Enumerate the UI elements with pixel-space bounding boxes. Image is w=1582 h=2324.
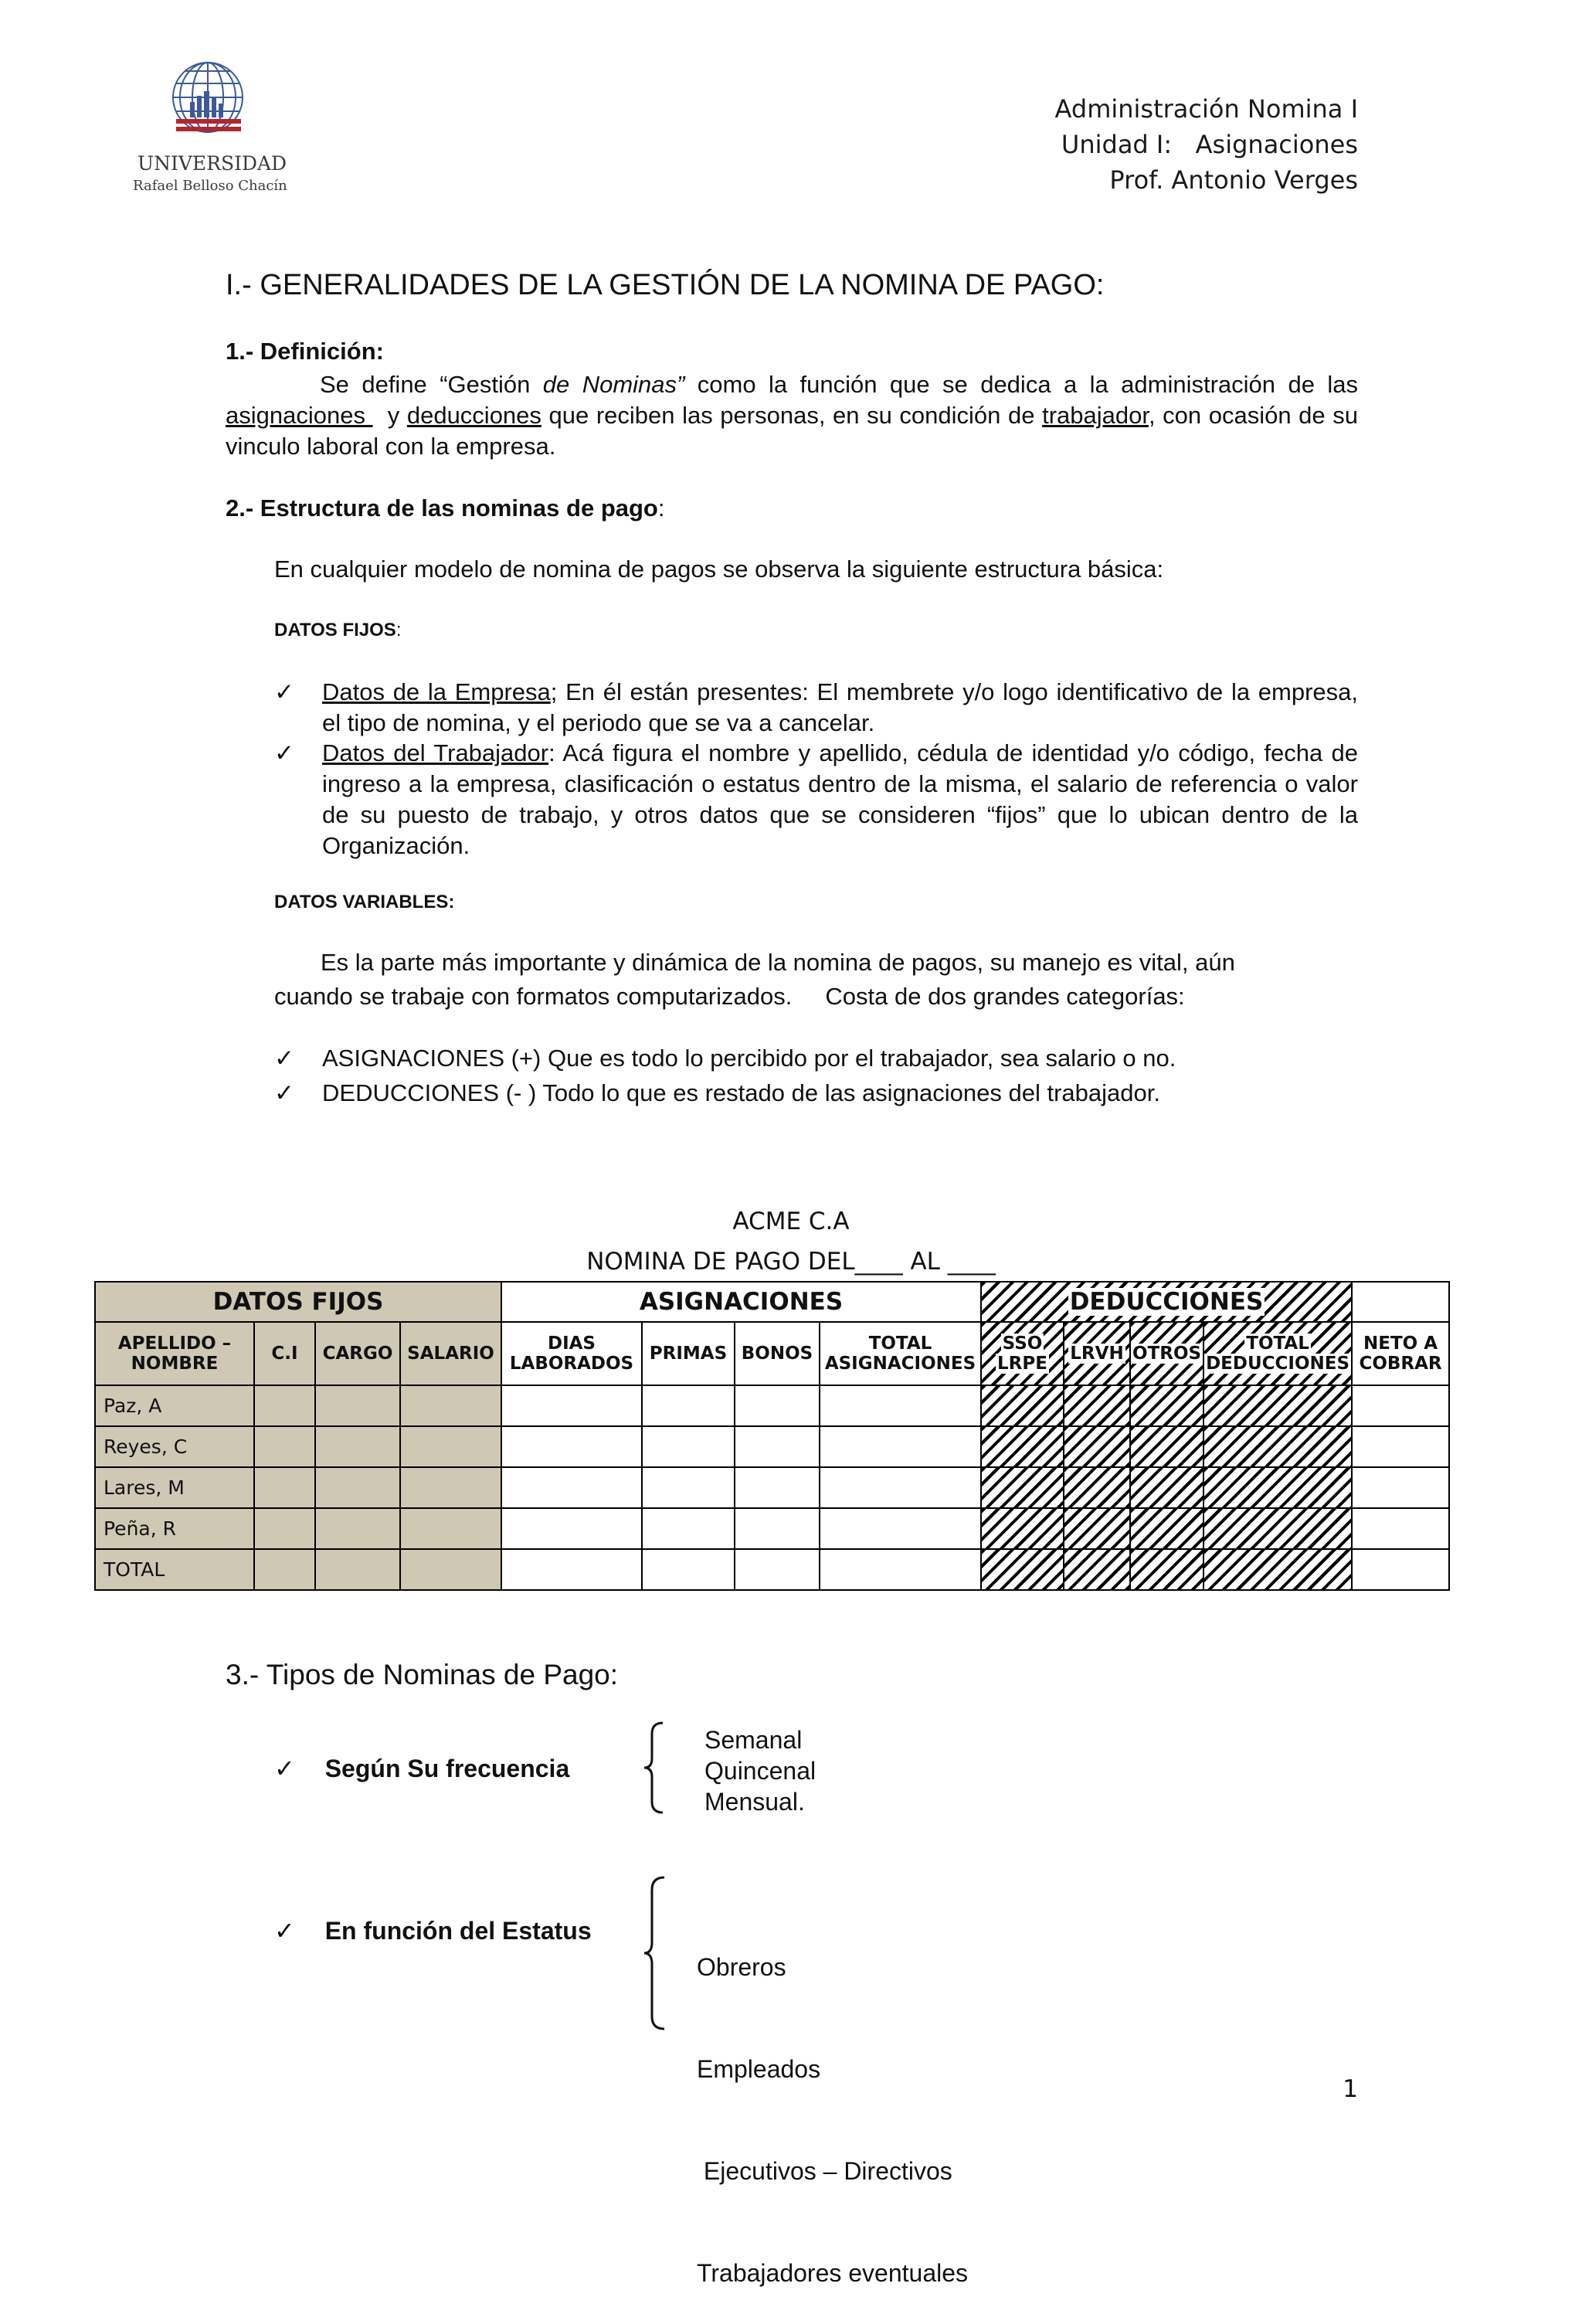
variables-paragraph-1: Es la parte más importante y dinámica de la nomina de pagos, su manejo es vital, aún [321, 949, 1235, 976]
table-row [95, 1467, 1449, 1508]
col-cobrar: COBRAR [1359, 1354, 1442, 1374]
def-asignaciones: asignaciones [226, 402, 373, 429]
row-name: Reyes, C [95, 1426, 254, 1467]
definicion-heading: 1.- Definición: [226, 338, 384, 365]
fijos-item-empresa [274, 677, 1358, 739]
def-deducciones: deducciones [406, 402, 541, 429]
definicion-paragraph [226, 369, 1358, 462]
logo-university-text: UNIVERSIDAD [137, 152, 287, 175]
group-deducciones [981, 1282, 1352, 1322]
row-name: Paz, A [95, 1385, 254, 1426]
estructura-colon: : [657, 494, 665, 522]
estructura-intro: En cualquier modelo de nomina de pagos se observa la siguiente estructura básica: [274, 556, 1164, 583]
def-text-5: , con ocasión de su vinculo laboral con la empresa. [226, 402, 1358, 460]
col-ci: C.I [254, 1322, 315, 1385]
def-text-1: Se define “Gestión [320, 371, 543, 398]
col-lrvh-label: LRVH [1070, 1344, 1124, 1364]
document-header [1055, 91, 1358, 198]
col-asignaciones: ASIGNACIONES [824, 1354, 976, 1374]
table-row-total [95, 1549, 1449, 1590]
page-number: 1 [1343, 2075, 1358, 2103]
def-text-3: y [372, 402, 407, 429]
col-sso-lrpe [981, 1322, 1064, 1385]
frecuencia-list [704, 1724, 816, 1817]
col-dias-laborados [501, 1322, 642, 1385]
datos-fijos-colon: : [396, 620, 402, 640]
frecuencia-option: Semanal [704, 1726, 803, 1754]
estatus-option: Trabajadores eventuales [697, 2259, 969, 2287]
col-primas: PRIMAS [642, 1322, 735, 1385]
col-otros-label: OTROS [1132, 1344, 1202, 1364]
row-name: TOTAL [95, 1549, 254, 1590]
check-icon: ✓ [274, 739, 294, 766]
frecuencia-option: Quincenal [704, 1757, 816, 1785]
variables-item-deducciones [274, 1078, 1358, 1109]
empresa-text: ; En él están presentes: El membrete y/o logo identificativo de la empresa, el tipo de nomina, y el periodo que se va a cancelar. [322, 678, 1358, 736]
empty-header-cell [1352, 1282, 1449, 1322]
nomina-table [94, 1281, 1450, 1591]
estructura-heading [226, 494, 665, 522]
estructura-heading-text: 2.- Estructura de las nominas de pago [226, 494, 658, 522]
def-trabajador: trabajador [1042, 402, 1149, 429]
datos-variables-label: DATOS VARIABLES: [274, 892, 455, 912]
def-text-4: que reciben las personas, en su condición de [541, 402, 1043, 429]
col-sso: SSO [1002, 1334, 1043, 1354]
col-cargo: CARGO [315, 1322, 400, 1385]
fijos-item-trabajador [274, 738, 1358, 861]
def-text-em: de Nominas” [542, 371, 685, 398]
datos-fijos-text: DATOS FIJOS [274, 620, 396, 640]
trabajador-label: Datos del Trabajador [322, 739, 549, 766]
trabajador-text: : Acá figura el nombre y apellido, cédula de identidad y/o código, fecha de ingreso a la empresa, clasificación o estatus dentro de la misma, el salario de referencia o valor de su puesto de trabajo, y otros datos que se consideren “fijos” que lo ubican dentro de la Organización. [322, 739, 1359, 859]
course-name: Administración Nomina I [1054, 94, 1358, 124]
col-total-a: TOTAL [868, 1334, 932, 1354]
check-icon: ✓ [274, 1755, 295, 1782]
col-lrvh [1064, 1322, 1130, 1385]
table-row [95, 1385, 1449, 1426]
col-total-deducciones [1203, 1322, 1352, 1385]
check-icon: ✓ [274, 1079, 294, 1106]
col-otros [1130, 1322, 1203, 1385]
def-text-2: como la función que se dedica a la administración de las [684, 371, 1358, 398]
deducciones-text: DEDUCCIONES (- ) Todo lo que es restado de las asignaciones del trabajador. [322, 1079, 1160, 1106]
group-asignaciones: ASIGNACIONES [501, 1282, 981, 1322]
university-logo [130, 60, 301, 195]
datos-fijos-label [274, 620, 401, 641]
group-datos-fijos: DATOS FIJOS [95, 1282, 501, 1322]
estatus-item [274, 1916, 592, 1945]
col-total-d: TOTAL [1246, 1334, 1309, 1354]
professor-name: Prof. Antonio Verges [1109, 165, 1358, 195]
col-total-asignaciones [820, 1322, 981, 1385]
estatus-option: Obreros [697, 1953, 786, 1981]
unit-name: Unidad I: Asignaciones [1061, 130, 1358, 159]
table-row [95, 1508, 1449, 1549]
check-icon: ✓ [274, 1045, 294, 1072]
frecuencia-item [274, 1754, 569, 1783]
variables-paragraph-2: cuando se trabaje con formatos computarizados. Costa de dos grandes categorías: [274, 983, 1185, 1010]
row-name: Peña, R [95, 1508, 254, 1549]
table-row [95, 1426, 1449, 1467]
col-nombre: NOMBRE [131, 1354, 219, 1374]
estatus-option: Empleados [697, 2055, 821, 2083]
col-dias: DIAS [547, 1334, 596, 1354]
deducciones-group-label: DEDUCCIONES [1069, 1288, 1264, 1316]
logo-university-sub: Rafael Belloso Chacín [133, 178, 287, 194]
estatus-list [697, 1882, 968, 2324]
col-neto-cobrar [1352, 1322, 1449, 1385]
col-salario: SALARIO [400, 1322, 501, 1385]
estatus-brace-icon [643, 1876, 669, 2030]
page-title: I.- GENERALIDADES DE LA GESTIÓN DE LA NOMINA DE PAGO: [226, 269, 1105, 301]
frecuencia-brace-icon [643, 1721, 669, 1814]
col-lrpe: LRPE [997, 1354, 1047, 1374]
col-laborados: LABORADOS [509, 1354, 634, 1374]
col-deducciones: DEDUCCIONES [1206, 1354, 1350, 1374]
estatus-option: Ejecutivos – Directivos [697, 2157, 952, 2185]
asignaciones-text: ASIGNACIONES (+) Que es todo lo percibido por el trabajador, sea salario o no. [322, 1045, 1176, 1072]
col-neto: NETO A [1363, 1334, 1438, 1354]
col-apellido: APELLIDO – [117, 1334, 232, 1354]
check-icon: ✓ [274, 1917, 295, 1945]
col-bonos: BONOS [735, 1322, 820, 1385]
variables-item-asignaciones [274, 1043, 1358, 1074]
table-company: ACME C.A [732, 1208, 850, 1235]
check-icon: ✓ [274, 678, 294, 705]
estatus-label: En función del Estatus [324, 1917, 592, 1945]
row-name: Lares, M [95, 1467, 254, 1508]
col-apellido-nombre [95, 1322, 254, 1385]
frecuencia-label: Según Su frecuencia [324, 1755, 570, 1782]
table-subtitle: NOMINA DE PAGO DEL____ AL ____ [586, 1248, 996, 1276]
empresa-label: Datos de la Empresa [322, 678, 551, 705]
frecuencia-option: Mensual. [704, 1788, 805, 1816]
tipos-heading: 3.- Tipos de Nominas de Pago: [226, 1659, 619, 1690]
globe-logo-icon [130, 60, 301, 195]
